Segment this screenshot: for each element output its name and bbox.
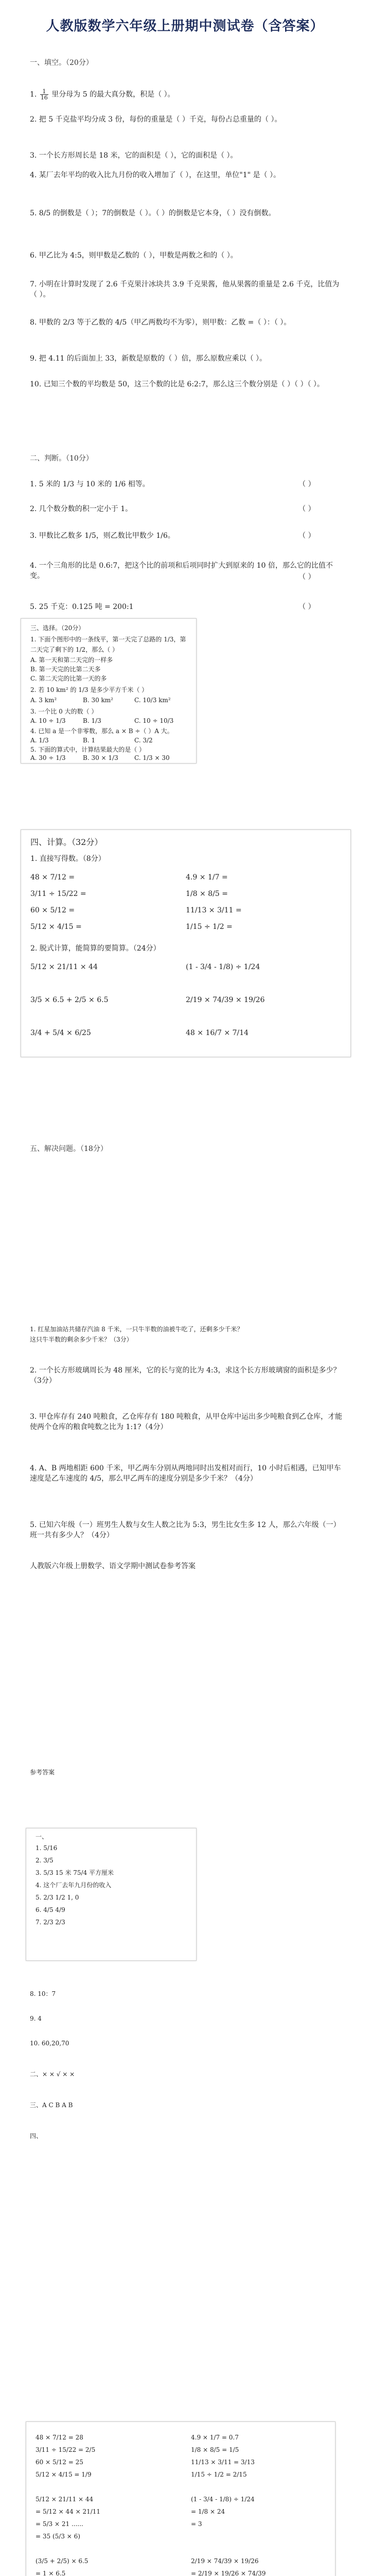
answer-4: 4. 这个厂去年九月份的收入 bbox=[36, 1882, 112, 1889]
answer-7: 7. 2/3 2/3 bbox=[36, 1919, 65, 1926]
ans-calc1-r3: 11/13 × 3/11 = 3/13 bbox=[191, 2459, 255, 2466]
ans-calc2-3: = 5/3 × 21 ...... bbox=[36, 2520, 83, 2528]
answers-calc-box bbox=[26, 2421, 336, 2576]
part3-q2-opt-c: C. 10/3 km² bbox=[134, 697, 171, 704]
part2-q5: 5. 25 千克：0.125 吨 = 200:1 bbox=[30, 603, 134, 611]
part1-q9: 9. 把 4.11 的后面加上 33，新数是原数的（ ）倍，那么原数应乘以（ ）。 bbox=[30, 354, 267, 363]
calc1-item-1: 48 × 7/12 = bbox=[30, 873, 75, 882]
part2-q3-paren: （ ） bbox=[298, 532, 315, 540]
answers-part1-label: 一、 bbox=[36, 1833, 48, 1840]
ans-calc2-11: (1 - 3/4 - 1/8) ÷ 1/24 bbox=[191, 2496, 255, 2503]
part1-heading: 一、填空。（20分） bbox=[30, 59, 93, 67]
part4-sub1: 1. 直接写得数。（8分） bbox=[30, 855, 105, 863]
part3-q3-opt-a: A. 10 ÷ 1/3 bbox=[30, 717, 66, 724]
answer-2: 2. 3/5 bbox=[36, 1857, 54, 1864]
answers-part4: 四、 bbox=[30, 2132, 43, 2140]
ans-calc2-2: = 5/12 × 44 × 21/11 bbox=[36, 2508, 101, 2515]
part1-q7: 7. 小明在计算时发现了 2.6 千克果汁冰块共 3.9 千克果酱，他从果酱的重量是 2.6 千克，比值为（ ）。 bbox=[30, 280, 340, 299]
answer-9: 9. 4 bbox=[30, 2015, 42, 2022]
part3-q2: 2. 若 10 km² 的 1/3 是多少平方千米（ ） bbox=[30, 686, 148, 693]
answer-6: 6. 4/5 4/9 bbox=[36, 1906, 65, 1913]
part2-q1: 1. 5 米的 1/3 与 10 米的 1/6 相等。 bbox=[30, 480, 150, 488]
calc2-item-1: 5/12 × 21/11 × 44 bbox=[30, 963, 98, 971]
calc1-item-8: 1/15 ÷ 1/2 = bbox=[186, 923, 233, 931]
part3-q5-opt-c: C. 1/3 × 30 bbox=[134, 754, 170, 761]
part1-q1 bbox=[30, 89, 344, 100]
part1-q2: 2. 把 5 千克盐平均分成 3 份，每份的重量是（ ）千克，每份占总重量的（ ）。 bbox=[30, 115, 282, 124]
calc1-item-4: 1/8 × 8/5 = bbox=[186, 890, 228, 898]
answer-1: 1. 5/16 bbox=[36, 1844, 58, 1852]
calc1-item-7: 5/12 × 4/15 = bbox=[30, 923, 82, 931]
calc2-item-4: 2/19 × 74/39 × 19/26 bbox=[186, 996, 265, 1004]
calc2-item-3: 3/5 × 6.5 + 2/5 × 6.5 bbox=[30, 996, 109, 1004]
part2-q3: 3. 甲数比乙数多 1/5，则乙数比甲数少 1/6。 bbox=[30, 532, 175, 540]
part3-q2-opt-a: A. 3 km² bbox=[30, 697, 57, 704]
answer-3: 3. 5/3 15 米 75/4 平方厘米 bbox=[36, 1869, 114, 1876]
part3-q2-opt-b: B. 30 km² bbox=[83, 697, 113, 704]
part3-q1-opt-a: A. 第一天和第二天完的一样多 bbox=[30, 656, 113, 664]
part2-q1-paren: （ ） bbox=[298, 480, 315, 488]
ans-calc1-r2: 1/8 × 8/5 = 1/5 bbox=[191, 2446, 239, 2453]
ans-calc2-5: (3/5 + 2/5) × 6.5 bbox=[36, 2557, 89, 2565]
part5-footer: 人教版六年级上册数学、语文学期中测试卷参考答案 bbox=[30, 1562, 196, 1570]
ans-calc2-1: 5/12 × 21/11 × 44 bbox=[36, 2496, 94, 2503]
q1-fraction: $\frac{1}{16}$ bbox=[40, 88, 48, 101]
ans-calc1-l4: 5/12 × 4/15 = 1/9 bbox=[36, 2471, 92, 2478]
q1-number: 1. bbox=[30, 90, 37, 99]
part3-q3-opt-c: C. 10 ÷ 10/3 bbox=[134, 717, 174, 724]
part1-q3: 3. 一个长方形周长是 18 米，它的面积是（ ），它的面积是（ ）。 bbox=[30, 151, 238, 160]
part3-q4-opt-a: A. 1/3 bbox=[30, 737, 49, 744]
calc1-item-2: 4.9 × 1/7 = bbox=[186, 873, 228, 882]
answers-part1-box bbox=[26, 1828, 197, 1961]
part5-q1b: 这只牛半数的剩余多少千米？（3分） bbox=[30, 1336, 133, 1343]
part5-q3: 3. 甲仓库存有 240 吨粮食，乙仓库存有 180 吨粮食，从甲仓库中运出多少吨粮食到乙仓库，才能使两个仓库的粮食吨数之比为 1:1?（4分） bbox=[30, 1413, 343, 1431]
part5-q4: 4. A、B 两地相距 600 千米，甲乙两车分别从两地同时出发相对而行，10 小时后相遇，已知甲车速度是乙车速度的 4/5，那么甲乙两车的速度分别是多少千米？（4分） bbox=[30, 1464, 341, 1483]
part3-q1-opt-b: B. 第一天完的比第二天多 bbox=[30, 666, 101, 673]
part3-q1-opt-c: C. 第二天完的比第一天的多 bbox=[30, 675, 107, 682]
part3-q4-opt-b: B. 1 bbox=[83, 737, 96, 744]
part1-q5: 5. 8/5 的倒数是（ ）；7的倒数是（ ）。（ ）的倒数是它本身，（ ）没有倒数。 bbox=[30, 209, 276, 217]
ans-calc2-12: = 1/8 × 24 bbox=[191, 2508, 225, 2515]
answers-part2: 二、× × √ × × bbox=[30, 2071, 75, 2078]
part3-q5: 5. 下面的算式中，计算结果最大的是（ ） bbox=[30, 746, 146, 753]
part3-q4: 4. 已知 a 是一个非零数，那么 a × B ÷（ ）A 大。 bbox=[30, 727, 173, 735]
calc2-item-2: (1 - 3/4 - 1/8) ÷ 1/24 bbox=[186, 963, 260, 971]
answer-8: 8. 10：7 bbox=[30, 1990, 56, 1997]
part2-q2-paren: （ ） bbox=[298, 505, 315, 513]
ans-calc1-l2: 3/11 ÷ 15/22 = 2/5 bbox=[36, 2446, 96, 2453]
answer-10: 10. 60,20,70 bbox=[30, 2040, 69, 2047]
part4-box bbox=[21, 829, 351, 1057]
ans-calc2-13: = 3 bbox=[191, 2520, 202, 2528]
calc2-item-6: 48 × 16/7 × 7/14 bbox=[186, 1029, 249, 1037]
part1-q6: 6. 甲乙比为 4:5，则甲数是乙数的（ ），甲数是两数之和的（ ）。 bbox=[30, 251, 238, 260]
part5-q5: 5. 已知六年级（一）班男生人数与女生人数之比为 5:3，男生比女生多 12 人，那么六年级（一）班一共有多少人？（4分） bbox=[30, 1521, 341, 1539]
q1-text: 里分母为 5 的最大真分数，积是（ ）。 bbox=[51, 90, 175, 99]
part3-q3: 3. 一个比 0 大的数（ ） bbox=[30, 708, 98, 715]
ans-calc2-4: = 35 (5/3 × 6) bbox=[36, 2533, 80, 2540]
part1-q10: 10. 已知三个数的平均数是 50，这三个数的比是 6:2:7，那么这三个数分别是（ ）（ ）（ ）。 bbox=[30, 380, 324, 388]
calc1-item-6: 11/13 × 3/11 = bbox=[186, 906, 242, 914]
part5-heading: 五、解决问题。（18分） bbox=[30, 1145, 108, 1153]
part3-q1: 1. 下面个图形中的一条线平，第一天完了总路的 1/3，第二天完了剩下的 1/2，那么（ ） bbox=[30, 636, 186, 653]
part3-q5-opt-b: B. 30 × 1/3 bbox=[83, 754, 118, 761]
part2-q4-paren: （ ） bbox=[298, 573, 315, 581]
ans-calc2-14: 2/19 × 74/39 × 19/26 bbox=[191, 2557, 259, 2565]
answers-part3: 三、A C B A B bbox=[30, 2102, 73, 2109]
part2-q4: 4. 一个三角形的比是 0.6:7，把这个比的前项和后项同时扩大到原来的 10 倍，那么它的比值不变。 bbox=[30, 562, 333, 580]
part3-heading: 三、选择。（20分） bbox=[30, 624, 85, 632]
part1-q4: 4. 某厂去年平均的收入比九月份的收入增加了（ ），在这里，单位"1" 是（ ）。 bbox=[30, 171, 280, 179]
part4-heading: 四、计算。（32分） bbox=[30, 837, 103, 847]
part2-q5-paren: （ ） bbox=[298, 603, 315, 611]
ans-calc1-l1: 48 × 7/12 = 28 bbox=[36, 2434, 83, 2441]
ans-calc2-15: = 2/19 × 19/26 × 74/39 bbox=[191, 2570, 266, 2576]
part1-q8: 8. 甲数的 2/3 等于乙数的 4/5（甲乙两数均不为零），则甲数：乙数 =（ ）：（ ）。 bbox=[30, 318, 291, 327]
calc2-item-5: 3/4 + 5/4 × 6/25 bbox=[30, 1029, 91, 1037]
calc1-item-5: 60 × 5/12 = bbox=[30, 906, 75, 914]
part3-q4-opt-c: C. 3/2 bbox=[134, 737, 153, 744]
ans-calc1-r1: 4.9 × 1/7 = 0.7 bbox=[191, 2434, 239, 2441]
part2-q2: 2. 几个数分数的积一定小于 1。 bbox=[30, 505, 133, 513]
part4-sub2: 2. 脱式计算，能简算的要简算。（24分） bbox=[30, 944, 161, 953]
answers-heading: 参考答案 bbox=[30, 1769, 55, 1776]
ans-calc1-l3: 60 × 5/12 = 25 bbox=[36, 2459, 83, 2466]
ans-calc1-r4: 1/15 ÷ 1/2 = 2/15 bbox=[191, 2471, 247, 2478]
part5-q1: 1. 红星加油站共储存汽油 8 千米，一只牛半数的油被牛吃了，还剩多少千米？ bbox=[30, 1326, 243, 1333]
ans-calc2-6: = 1 × 6.5 bbox=[36, 2570, 66, 2576]
part3-q5-opt-a: A. 30 ÷ 1/3 bbox=[30, 754, 66, 761]
part3-q3-opt-b: B. 1/3 bbox=[83, 717, 101, 724]
part2-heading: 二、判断。（10分） bbox=[30, 454, 93, 463]
answer-5: 5. 2/3 1/2 1, 0 bbox=[36, 1894, 79, 1901]
calc1-item-3: 3/11 ÷ 15/22 = bbox=[30, 890, 86, 898]
part5-q2: 2. 一个长方形玻璃周长为 48 厘米，它的长与宽的比为 4:3，求这个长方形玻璃窗的面积是多少？（3分） bbox=[30, 1366, 341, 1385]
part3-box bbox=[21, 618, 197, 764]
page-title: 人教版数学六年级上册期中测试卷（含答案） bbox=[46, 19, 324, 34]
